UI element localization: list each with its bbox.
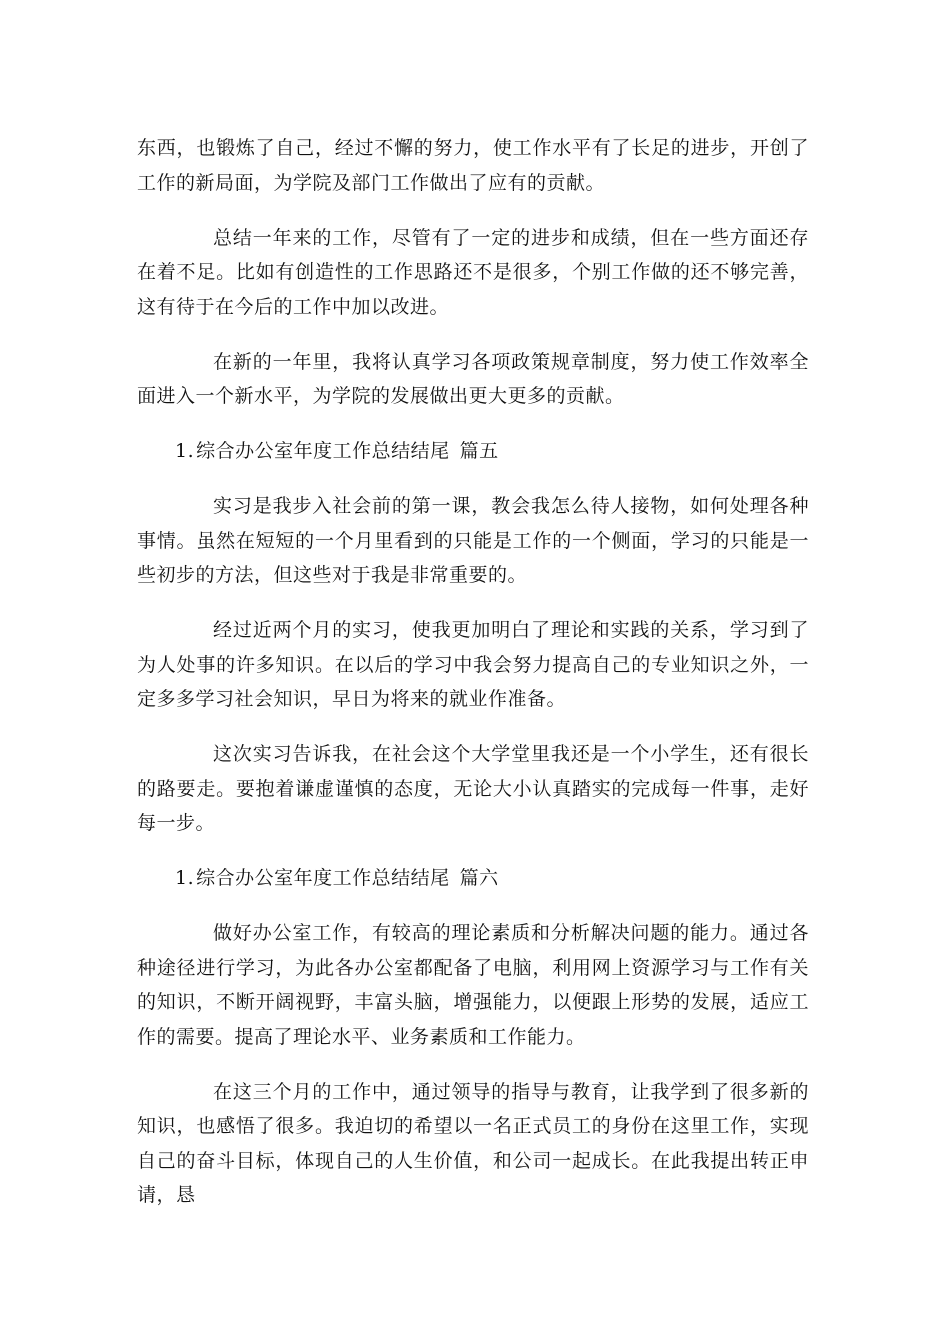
paragraph-2: 总结一年来的工作，尽管有了一定的进步和成绩，但在一些方面还存在着不足。比如有创造性的工作思路还不是很多，个别工作做的还不够完善，这有待于在今后的工作中加以改进。 (137, 226, 809, 318)
paragraph-6: 这次实习告诉我，在社会这个大学堂里我还是一个小学生，还有很长的路要走。要抱着谦虚谨慎的态度，无论大小认真踏实的完成每一件事，走好每一步。 (137, 743, 809, 834)
paragraph-7: 做好办公室工作，有较高的理论素质和分析解决问题的能力。通过各种途径进行学习，为此各办公室都配备了电脑，利用网上资源学习与工作有关的知识，不断开阔视野，丰富头脑，增强能力，以便跟上形势的发展，适应工作的需要。提高了理论水平、业务素质和工作能力。 (137, 922, 809, 1048)
paragraph-4: 实习是我步入社会前的第一课，教会我怎么待人接物，如何处理各种事情。虽然在短短的一个月里看到的只能是工作的一个侧面，学习的只能是一些初步的方法，但这些对于我是非常重要的。 (137, 495, 809, 586)
heading-part: 篇五 (459, 440, 499, 462)
paragraph-3: 在新的一年里，我将认真学习各项政策规章制度，努力使工作效率全面进入一个新水平，为学院的发展做出更大更多的贡献。 (137, 350, 809, 407)
paragraph-5: 经过近两个月的实习，使我更加明白了理论和实践的关系，学习到了为人处事的许多知识。在以后的学习中我会努力提高自己的专业知识之外，一定多多学习社会知识，早日为将来的就业作准备。 (137, 619, 809, 710)
heading-part: 篇六 (459, 867, 499, 889)
section-heading-6 (137, 861, 809, 896)
paragraph-1: 东西，也锻炼了自己，经过不懈的努力，使工作水平有了长足的进步，开创了工作的新局面，为学院及部门工作做出了应有的贡献。 (137, 137, 809, 194)
heading-title: 综合办公室年度工作总结结尾 (196, 440, 450, 462)
document-body (137, 131, 809, 1233)
heading-number: 1. (175, 867, 195, 889)
heading-title: 综合办公室年度工作总结结尾 (196, 867, 450, 889)
heading-number: 1. (175, 440, 195, 462)
paragraph-8: 在这三个月的工作中，通过领导的指导与教育，让我学到了很多新的知识，也感悟了很多。我迫切的希望以一名正式员工的身份在这里工作，实现自己的奋斗目标，体现自己的人生价值，和公司一起成长。在此我提出转正申请，恳 (137, 1080, 809, 1206)
section-heading-5 (137, 434, 809, 469)
